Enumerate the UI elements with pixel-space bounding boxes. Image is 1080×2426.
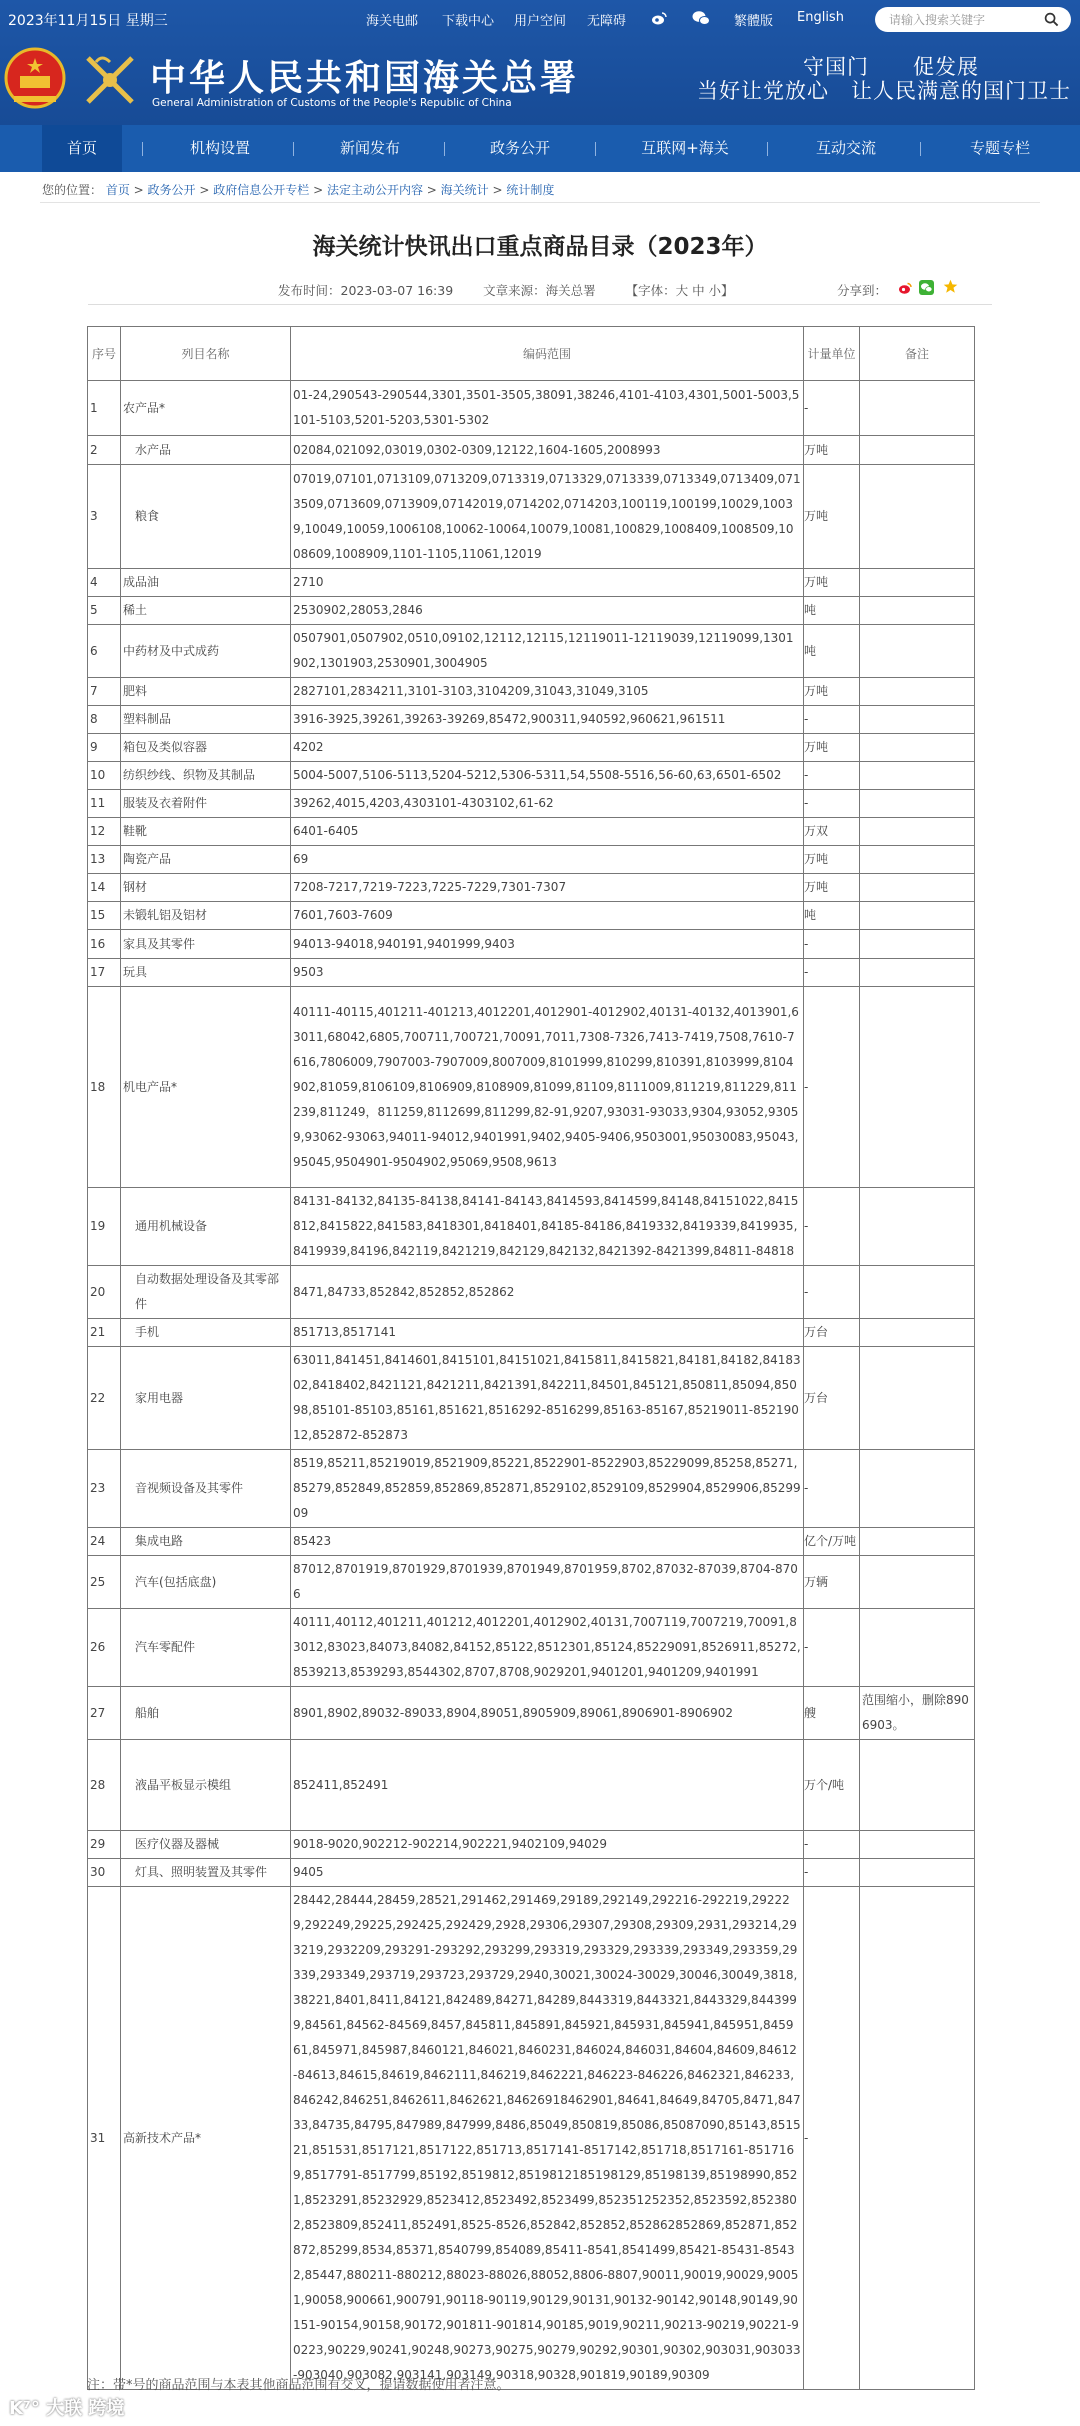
row-name: 稀土 [121, 597, 291, 625]
row-note [860, 874, 975, 902]
row-note [860, 1609, 975, 1687]
breadcrumb-statistics-system[interactable]: 统计制度 [506, 183, 555, 197]
row-name: 未锻轧铝及铝材 [121, 902, 291, 930]
row-code-range: 3916-3925,39261,39263-39269,85472,900311,940592,960621,961511 [291, 706, 804, 734]
table-row [88, 930, 975, 959]
row-note [860, 1556, 975, 1609]
row-code-range: 2710 [291, 569, 804, 597]
row-name: 陶瓷产品 [121, 846, 291, 874]
row-code-range: 9405 [291, 1859, 804, 1887]
row-number: 2 [88, 436, 121, 465]
row-name: 音视频设备及其零件 [121, 1450, 291, 1528]
row-number: 31 [88, 1887, 121, 2390]
nav-divider [595, 142, 596, 156]
row-unit: - [804, 790, 860, 818]
row-code-range: 63011,841451,8414601,8415101,84151021,8415811,8415821,84181,84182,8418302,8418402,8421121,8421211,8421391,842211,84501,845121,850811,85094,85098,85101-85103,85161,851621,8516292-8516299,85163-85167,85219011-85219012,852872-852873 [291, 1347, 804, 1450]
row-code-range: 94013-94018,940191,9401999,9403 [291, 930, 804, 959]
breadcrumb-info-disclosure[interactable]: 政府信息公开专栏 [213, 183, 310, 197]
table-row [88, 381, 975, 436]
share-weibo-icon[interactable] [898, 281, 912, 295]
row-code-range: 07019,07101,0713109,0713209,0713319,0713329,0713339,0713349,0713409,0713509,0713609,0713909,07142019,0714202,0714203,100119,100199,10029,10039,10049,10059,1006108,10062-10064,10079,10081,100829,1008409,1008509,1008609,1008909,1101-1105,11061,12019 [291, 465, 804, 569]
nav-government-affairs[interactable]: 政务公开 [489, 139, 550, 157]
table-row [88, 1556, 975, 1609]
row-name: 通用机械设备 [121, 1188, 291, 1266]
row-number: 17 [88, 959, 121, 987]
row-number: 30 [88, 1859, 121, 1887]
row-number: 14 [88, 874, 121, 902]
row-name: 汽车(包括底盘) [121, 1556, 291, 1609]
row-number: 9 [88, 734, 121, 762]
row-name: 机电产品* [121, 987, 291, 1188]
table-row [88, 1859, 975, 1887]
row-unit: 亿个/万吨 [804, 1528, 860, 1556]
table-row [88, 1347, 975, 1450]
row-number: 8 [88, 706, 121, 734]
row-code-range: 7208-7217,7219-7223,7225-7229,7301-7307 [291, 874, 804, 902]
row-note [860, 1188, 975, 1266]
row-note [860, 1266, 975, 1319]
row-number: 25 [88, 1556, 121, 1609]
slogan-line-2: 当好让党放心 让人民满意的国门卫士 [697, 79, 1071, 103]
row-unit: - [804, 1266, 860, 1319]
row-number: 24 [88, 1528, 121, 1556]
row-name: 船舶 [121, 1687, 291, 1740]
row-unit: 吨 [804, 902, 860, 930]
font-size-selector[interactable]: 【字体：大 中 小】 [625, 283, 734, 298]
table-row [88, 734, 975, 762]
row-name: 自动数据处理设备及其零部件 [121, 1266, 291, 1319]
nav-divider [142, 142, 143, 156]
row-code-range: 8519,85211,85219019,8521909,85221,8522901-8522903,85229099,85258,85271,85279,852849,852859,852869,852871,8529102,8529109,8529904,8529906,8529909 [291, 1450, 804, 1528]
row-number: 23 [88, 1450, 121, 1528]
nav-divider [767, 142, 768, 156]
table-row [88, 1528, 975, 1556]
table-row [88, 818, 975, 846]
wechat-icon[interactable] [692, 10, 710, 26]
row-number: 22 [88, 1347, 121, 1450]
row-name: 粮食 [121, 465, 291, 569]
row-note [860, 959, 975, 987]
nav-news[interactable]: 新闻发布 [339, 139, 400, 157]
row-name: 箱包及类似容器 [121, 734, 291, 762]
row-unit: 吨 [804, 625, 860, 678]
table-row [88, 597, 975, 625]
table-row [88, 678, 975, 706]
row-note [860, 706, 975, 734]
row-note [860, 569, 975, 597]
table-row [88, 1450, 975, 1528]
row-unit: 万吨 [804, 678, 860, 706]
row-name: 中药材及中式成药 [121, 625, 291, 678]
row-number: 11 [88, 790, 121, 818]
table-row [88, 465, 975, 569]
row-number: 21 [88, 1319, 121, 1347]
row-note [860, 678, 975, 706]
row-code-range: 2827101,2834211,3101-3103,3104209,31043,31049,3105 [291, 678, 804, 706]
row-number: 13 [88, 846, 121, 874]
national-emblem-icon [4, 46, 66, 112]
col-header-no: 序号 [88, 327, 121, 381]
favorite-star-icon[interactable] [943, 279, 958, 294]
table-header-row [88, 327, 975, 381]
row-name: 农产品* [121, 381, 291, 436]
table-body [88, 381, 975, 2390]
row-name: 纺织纱线、织物及其制品 [121, 762, 291, 790]
table-row [88, 436, 975, 465]
row-name: 液晶平板显示模组 [121, 1740, 291, 1831]
row-code-range: 28442,28444,28459,28521,291462,291469,29189,292149,292216-292219,292229,292249,29225,292425,292429,2928,29306,29307,29308,29309,2931,293214,293219,2932209,293291-293292,293299,293319,293329,293339,293349,293359,29339,293349,293719,293723,293729,2940,30021,30024-30029,30046,30049,3818,38221,8401,8411,84121,842489,84271,84289,8443319,8443321,8443329,8443999,84561,84562-84569,8457,845811,845891,845921,845931,845941,845951,845961,845971,845987,8460121,846021,8460231,846024,846031,84604,84609,84612-84613,84615,84619,8462111,846219,8462221,846223-846226,8462321,846233,846242,846251,8462611,8462621,84626918462901,84641,84649,84705,8471,84733,84735,84795,847989,847999,8486,85049,850819,85086,85087090,85143,851521,851531,8517121,8517122,851713,8517141-8517142,851718,8517161-8517169,8517791-8517799,85192,8519812,8519812185198129,85198139,85198990,8521,8523291,85232929,8523412,8523492,8523499,852351252352,8523592,8523802,8523809,852411,852491,8525-8526,852842,852852,852862852869,852871,852872,85299,8534,85371,8540799,854089,85411-8541,8541499,85421-85431-85432,85447,880211-880212,88023-88026,88052,8806-8807,90011,90019,90029,90051,90058,900661,900791,90118-90119,90129,90131,90132-90142,90148,90149,90151-90154,90158,90172,901811-901814,90185,9019,90211,90213-90219,90221-90223,90229,90241,90248,90273,90275,90279,90292,90301,90302,903031,903033-903040,903082,903141,903149,90318,90328,901819,90189,90309 [291, 1887, 804, 2390]
table-row [88, 1740, 975, 1831]
row-number: 5 [88, 597, 121, 625]
site-header [0, 0, 1080, 125]
row-name: 汽车零配件 [121, 1609, 291, 1687]
row-code-range: 6401-6405 [291, 818, 804, 846]
row-note [860, 818, 975, 846]
nav-internet-customs[interactable]: 互联网+海关 [641, 139, 729, 157]
breadcrumb-prefix: 您的位置： [42, 183, 103, 197]
download-center-link[interactable]: 下载中心 [442, 14, 495, 29]
row-code-range: 40111,40112,401211,401212,4012201,4012902,40131,7007119,7007219,70091,83012,83023,84073,84082,84152,85122,8512301,85124,85229091,8526911,85272,8539213,8539293,8544302,8707,8708,9029201,9401201,9401209,9401991 [291, 1609, 804, 1687]
main-nav [0, 125, 1080, 172]
row-note [860, 625, 975, 678]
row-unit: - [804, 1887, 860, 2390]
row-name: 服装及衣着附件 [121, 790, 291, 818]
current-date: 2023年11月15日 星期三 [8, 13, 168, 29]
col-header-code: 编码范围 [291, 327, 804, 381]
row-unit: 万台 [804, 1319, 860, 1347]
breadcrumb-home[interactable]: 首页 [105, 183, 130, 197]
row-code-range: 87012,8701919,8701929,8701939,8701949,8701959,8702,87032-87039,8704-8706 [291, 1556, 804, 1609]
row-note [860, 1528, 975, 1556]
row-note [860, 465, 975, 569]
table-row [88, 706, 975, 734]
table-row [88, 987, 975, 1188]
customs-email-link[interactable]: 海关电邮 [366, 14, 419, 29]
table-row [88, 569, 975, 597]
table-row [88, 1188, 975, 1266]
row-note [860, 1347, 975, 1450]
row-unit: 吨 [804, 597, 860, 625]
row-name: 家用电器 [121, 1347, 291, 1450]
row-code-range: 9503 [291, 959, 804, 987]
row-code-range: 852411,852491 [291, 1740, 804, 1831]
row-code-range: 85423 [291, 1528, 804, 1556]
article-source: 文章来源：海关总署 [483, 283, 596, 298]
table-row [88, 1831, 975, 1859]
table-row [88, 874, 975, 902]
row-unit: - [804, 959, 860, 987]
publish-time: 发布时间：2023-03-07 16:39 [278, 283, 454, 298]
row-note [860, 597, 975, 625]
site-subtitle: General Administration of Customs of the People's Republic of China [152, 97, 512, 109]
row-note [860, 790, 975, 818]
table-row [88, 959, 975, 987]
traditional-chinese-link[interactable]: 繁體版 [734, 14, 774, 29]
row-unit: - [804, 1609, 860, 1687]
row-code-range: 40111-40115,401211-401213,4012201,4012901-4012902,40131-40132,4013901,63011,68042,6805,700711,700721,70091,7011,7308-7326,7413-7419,7508,7610-7616,7806009,7907003-7907009,8007009,8101999,810299,810391,8103999,8104902,81059,8106109,8106909,8108909,81099,81109,8111009,811219,811229,811239,811249，811259,8112699,811299,82-91,9207,93031-93033,9304,93052,93059,93062-93063,94011-94012,9401991,9402,9405-9406,9503001,95030083,95043,95045,9504901-9504902,95069,9508,9613 [291, 987, 804, 1188]
breadcrumb: 您的位置： 首页 > 政务公开 > 政府信息公开专栏 > 法定主动公开内容 > 海关统计 > 统计制度 [42, 183, 555, 197]
row-code-range: 9018-9020,902212-902214,902221,9402109,94029 [291, 1831, 804, 1859]
english-link[interactable]: English [797, 10, 844, 25]
row-code-range: 4202 [291, 734, 804, 762]
row-number: 15 [88, 902, 121, 930]
row-unit: 万吨 [804, 874, 860, 902]
table-row [88, 1319, 975, 1347]
row-number: 3 [88, 465, 121, 569]
breadcrumb-active-disclosure[interactable]: 法定主动公开内容 [326, 183, 423, 197]
row-name: 肥料 [121, 678, 291, 706]
row-unit: 万双 [804, 818, 860, 846]
row-number: 28 [88, 1740, 121, 1831]
nav-special-topics[interactable]: 专题专栏 [969, 139, 1030, 157]
row-code-range: 851713,8517141 [291, 1319, 804, 1347]
row-unit: 万辆 [804, 1556, 860, 1609]
row-code-range: 39262,4015,4203,4303101-4303102,61-62 [291, 790, 804, 818]
row-name: 塑料制品 [121, 706, 291, 734]
search-icon[interactable] [1044, 12, 1059, 27]
col-header-note: 备注 [860, 327, 975, 381]
row-note [860, 987, 975, 1188]
nav-divider [920, 142, 921, 156]
row-note [860, 734, 975, 762]
search-input[interactable] [889, 11, 1039, 28]
col-header-unit: 计量单位 [804, 327, 860, 381]
article-title: 海关统计快讯出口重点商品目录（2023年） [312, 234, 768, 260]
row-code-range: 01-24,290543-290544,3301,3501-3505,38091,38246,4101-4103,4301,5001-5003,5101-5103,5201-5203,5301-5302 [291, 381, 804, 436]
row-note [860, 1831, 975, 1859]
row-number: 12 [88, 818, 121, 846]
user-space-link[interactable]: 用户空间 [514, 14, 567, 29]
row-name: 手机 [121, 1319, 291, 1347]
row-unit: - [804, 987, 860, 1188]
row-note [860, 381, 975, 436]
row-code-range: 5004-5007,5106-5113,5204-5212,5306-5311,54,5508-5516,56-60,63,6501-6502 [291, 762, 804, 790]
row-unit: 万吨 [804, 846, 860, 874]
row-number: 10 [88, 762, 121, 790]
row-unit: - [804, 706, 860, 734]
row-unit: 万吨 [804, 734, 860, 762]
nav-home[interactable]: 首页 [42, 125, 122, 172]
row-unit: - [804, 930, 860, 959]
site-title: 中华人民共和国海关总署 [150, 57, 580, 99]
row-number: 6 [88, 625, 121, 678]
commodity-table-container [87, 326, 974, 2382]
row-note: 范围缩小，删除8906903。 [860, 1687, 975, 1740]
article-meta [278, 281, 778, 299]
col-header-name: 列目名称 [121, 327, 291, 381]
row-code-range: 8471,84733,852842,852852,852862 [291, 1266, 804, 1319]
row-name: 成品油 [121, 569, 291, 597]
row-unit: 万吨 [804, 436, 860, 465]
row-number: 26 [88, 1609, 121, 1687]
table-row [88, 1266, 975, 1319]
search-box [875, 7, 1071, 32]
breadcrumb-divider [40, 202, 1040, 203]
row-unit: 万吨 [804, 465, 860, 569]
row-number: 7 [88, 678, 121, 706]
row-name: 玩具 [121, 959, 291, 987]
accessibility-link[interactable]: 无障碍 [587, 14, 627, 29]
row-number: 27 [88, 1687, 121, 1740]
row-unit: - [804, 1831, 860, 1859]
table-row [88, 846, 975, 874]
row-name: 集成电路 [121, 1528, 291, 1556]
commodity-table [87, 326, 975, 2390]
breadcrumb-customs-statistics[interactable]: 海关统计 [440, 183, 489, 197]
row-code-range: 84131-84132,84135-84138,84141-84143,8414593,8414599,84148,84151022,8415812,8415822,841583,8418301,8418401,84185-84186,8419332,8419339,8419935,8419939,84196,842119,8421219,842129,842132,8421392-8421399,84811-84818 [291, 1188, 804, 1266]
row-name: 钢材 [121, 874, 291, 902]
share-label: 分享到： [837, 283, 888, 298]
row-code-range: 69 [291, 846, 804, 874]
nav-interaction[interactable]: 互动交流 [815, 139, 876, 157]
nav-organization[interactable]: 机构设置 [189, 139, 250, 157]
row-note [860, 902, 975, 930]
row-unit: 万个/吨 [804, 1740, 860, 1831]
row-name: 高新技术产品* [121, 1887, 291, 2390]
breadcrumb-government-affairs[interactable]: 政务公开 [147, 183, 196, 197]
watermark-logo: K⁷° 大联 跨境 [9, 2398, 125, 2419]
row-number: 19 [88, 1188, 121, 1266]
row-note [860, 1859, 975, 1887]
row-name: 医疗仪器及器械 [121, 1831, 291, 1859]
row-unit: 艘 [804, 1687, 860, 1740]
row-note [860, 1319, 975, 1347]
row-unit: - [804, 1188, 860, 1266]
row-number: 1 [88, 381, 121, 436]
row-number: 29 [88, 1831, 121, 1859]
row-note [860, 436, 975, 465]
row-unit: - [804, 1450, 860, 1528]
customs-emblem-icon [78, 48, 142, 112]
row-unit: 万台 [804, 1347, 860, 1450]
row-note [860, 762, 975, 790]
table-row [88, 1687, 975, 1740]
row-number: 18 [88, 987, 121, 1188]
row-number: 20 [88, 1266, 121, 1319]
table-row [88, 1609, 975, 1687]
slogan-line-1: 守国门 促发展 [803, 55, 979, 79]
table-row [88, 625, 975, 678]
table-row [88, 790, 975, 818]
row-name: 灯具、照明装置及其零件 [121, 1859, 291, 1887]
row-number: 16 [88, 930, 121, 959]
row-number: 4 [88, 569, 121, 597]
title-divider [88, 304, 992, 305]
row-unit: 万吨 [804, 569, 860, 597]
row-note [860, 930, 975, 959]
row-unit: - [804, 381, 860, 436]
row-name: 鞋靴 [121, 818, 291, 846]
row-code-range: 0507901,0507902,0510,09102,12112,12115,12119011-12119039,12119099,1301902,1301903,2530901,3004905 [291, 625, 804, 678]
table-row [88, 902, 975, 930]
share-wechat-icon[interactable] [919, 280, 934, 295]
row-note [860, 1740, 975, 1831]
table-row [88, 1887, 975, 2390]
row-note [860, 846, 975, 874]
row-code-range: 8901,8902,89032-89033,8904,89051,8905909,89061,8906901-8906902 [291, 1687, 804, 1740]
row-note [860, 1450, 975, 1528]
row-code-range: 7601,7603-7609 [291, 902, 804, 930]
row-name: 水产品 [121, 436, 291, 465]
row-unit: - [804, 1859, 860, 1887]
table-row [88, 762, 975, 790]
row-code-range: 2530902,28053,2846 [291, 597, 804, 625]
row-code-range: 02084,021092,03019,0302-0309,12122,1604-1605,2008993 [291, 436, 804, 465]
nav-divider [444, 142, 445, 156]
row-name: 家具及其零件 [121, 930, 291, 959]
table-footnote: 注：带*号的商品范围与本表其他商品范围有交叉，提请数据使用者注意。 [87, 2378, 510, 2393]
top-bar [0, 0, 1080, 38]
nav-divider [293, 142, 294, 156]
weibo-icon[interactable] [651, 10, 667, 26]
row-note [860, 1887, 975, 2390]
row-unit: - [804, 762, 860, 790]
